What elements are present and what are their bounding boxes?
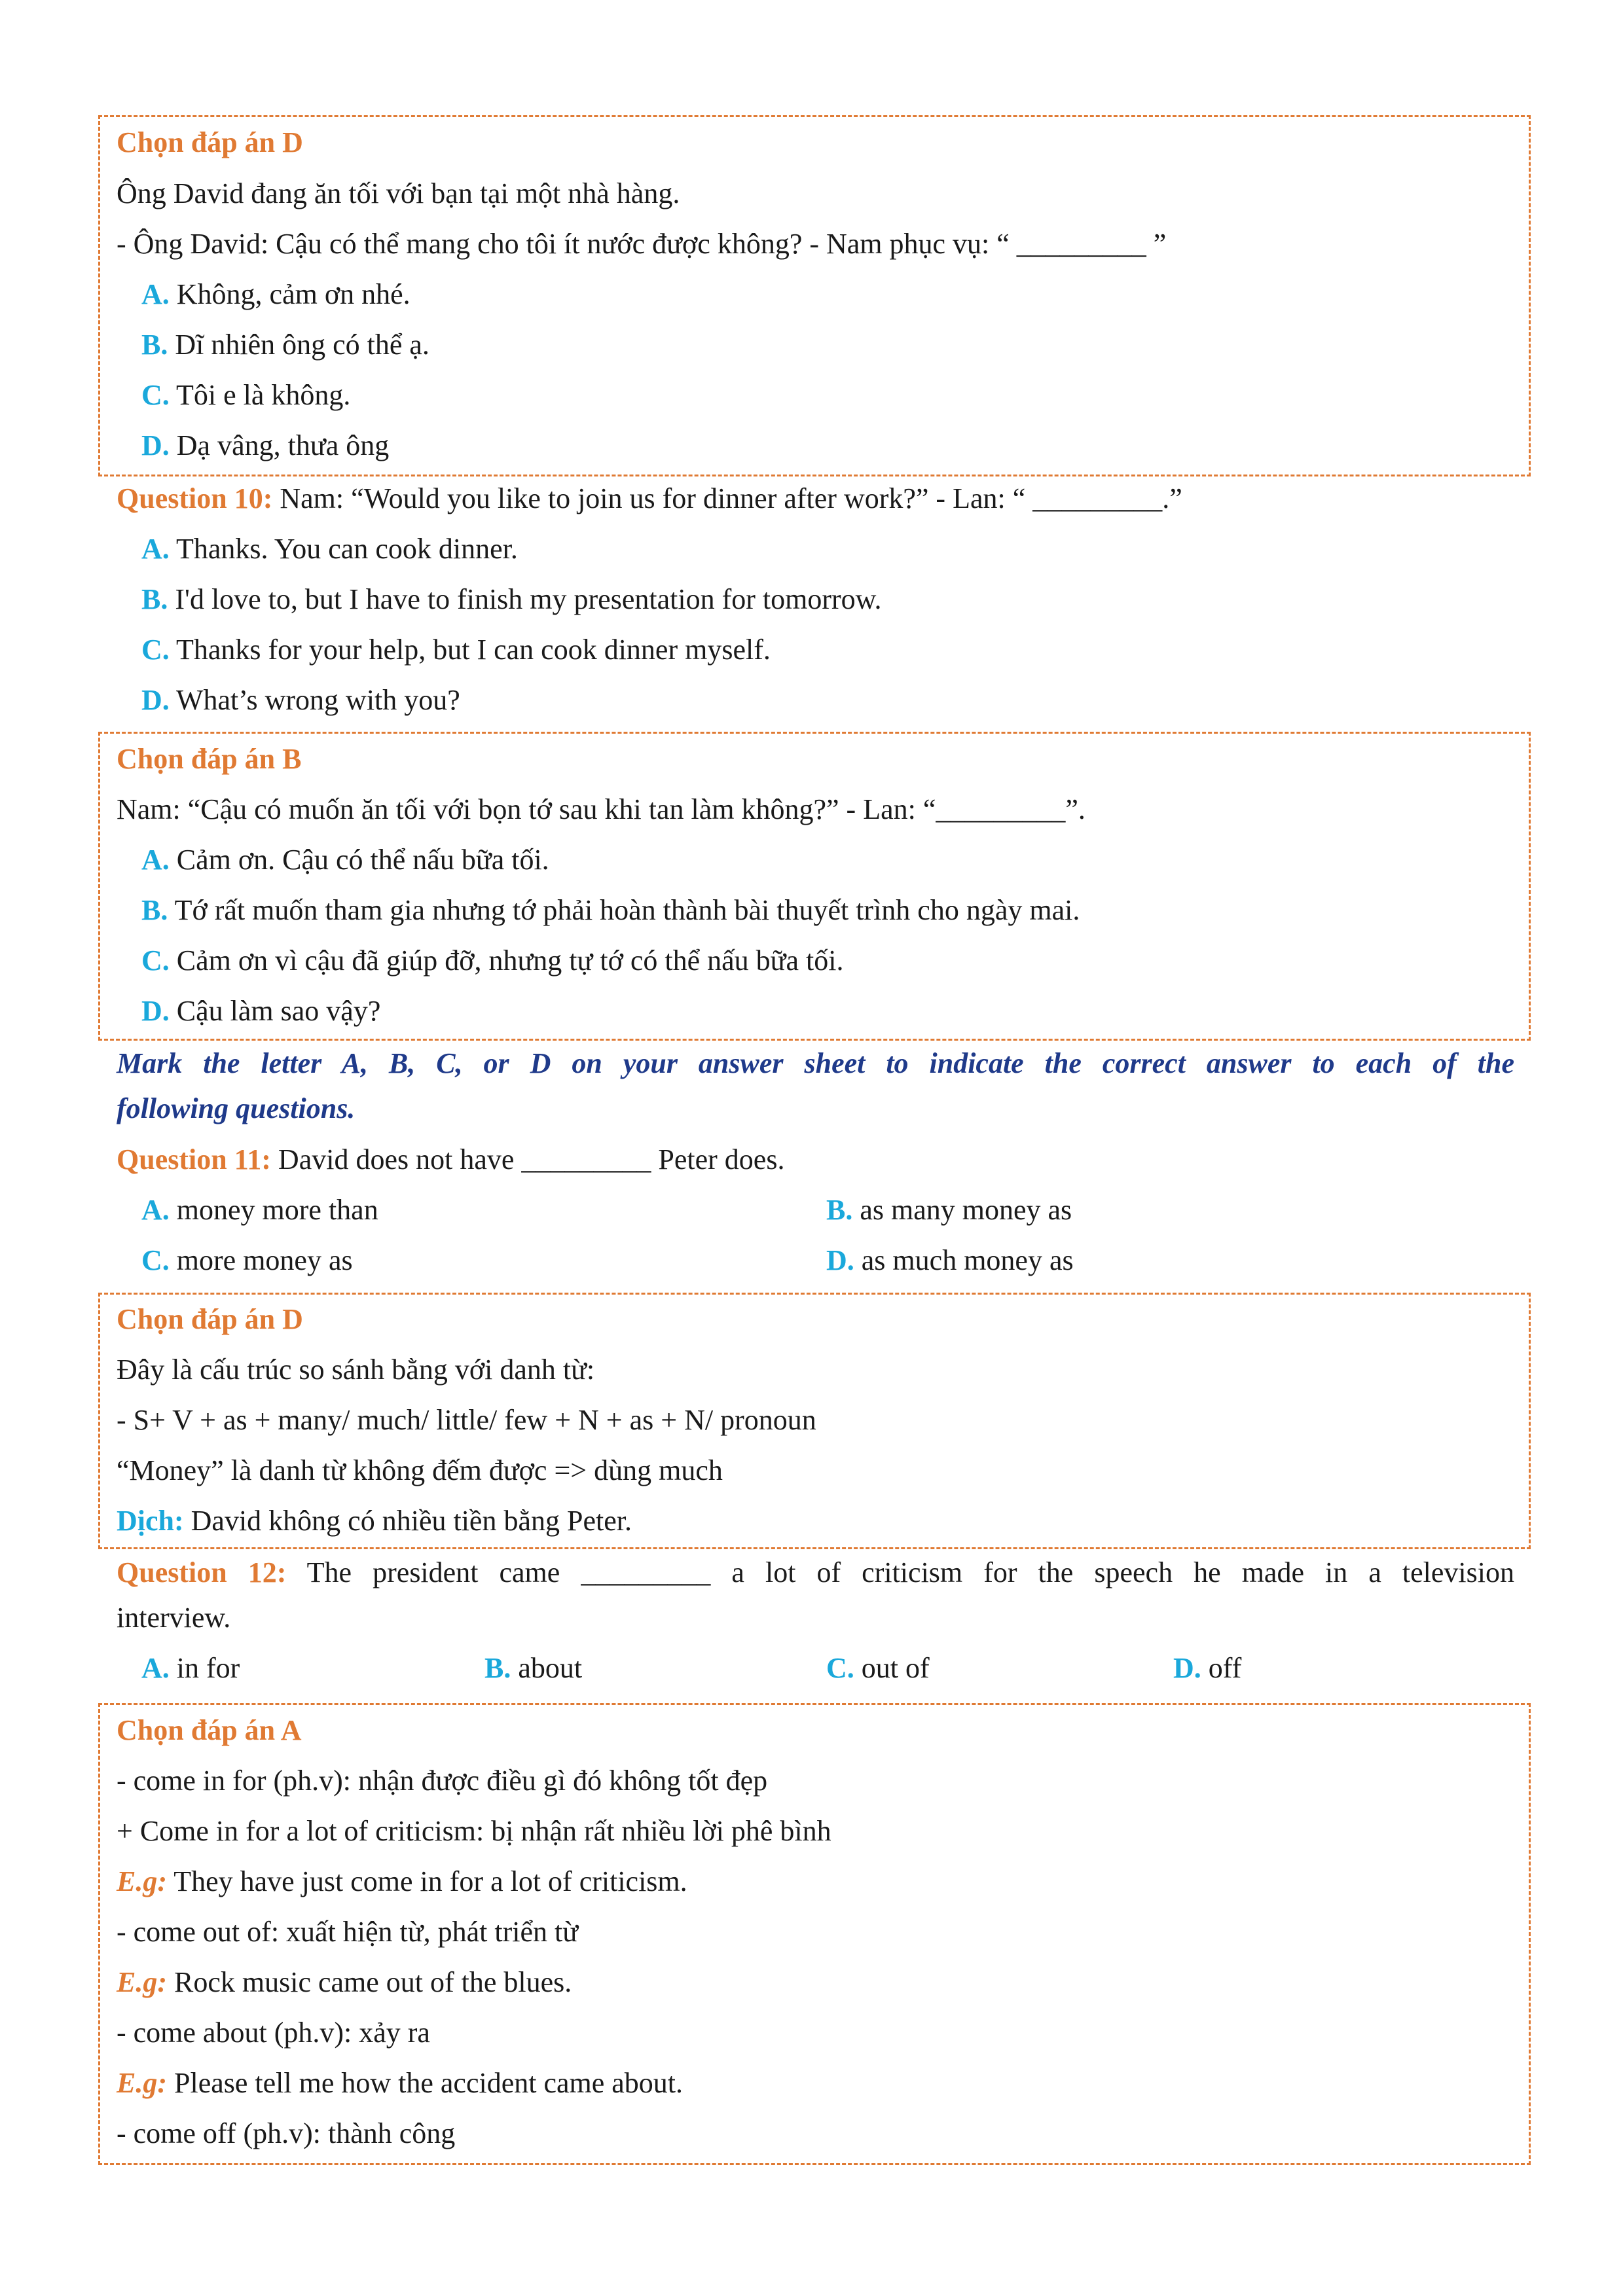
option-text: Không, cảm ơn nhé.: [176, 278, 410, 310]
answer-formula: - S+ V + as + many/ much/ little/ few + N + as + N/ pronoun: [117, 1404, 816, 1436]
option-c: [141, 381, 350, 410]
question-12: [117, 1558, 1514, 1587]
answer-definition: - come out of: xuất hiện từ, phát triển từ: [117, 1916, 579, 1948]
option-letter: B.: [141, 583, 168, 615]
option-letter: C.: [141, 944, 170, 977]
answer-heading: Chọn đáp án B: [117, 743, 302, 775]
question-text: The president came _________ a lot of criticism for the speech he made in a television: [306, 1556, 1514, 1588]
option-b: [141, 585, 882, 614]
answer-heading: Chọn đáp án A: [117, 1714, 302, 1746]
example-text: Rock music came out of the blues.: [174, 1966, 572, 1998]
option-b: [141, 331, 429, 359]
example: [117, 2069, 683, 2098]
answer-context: Ông David đang ăn tối với bạn tại một nhà hàng.: [117, 177, 680, 209]
instruction-line-1: Mark the letter A, B, C, or D on your answer sheet to indicate the correct answer to each of the: [117, 1047, 1514, 1079]
option-text: Dạ vâng, thưa ông: [176, 429, 390, 461]
option-text: Thanks. You can cook dinner.: [176, 533, 518, 565]
option-text: off: [1208, 1652, 1242, 1684]
option-letter: C.: [141, 379, 170, 411]
option-b: [826, 1196, 1072, 1225]
question-label: Question 12:: [117, 1556, 287, 1588]
option-a: [141, 1196, 378, 1225]
example: [117, 1867, 687, 1896]
answer-heading: Chọn đáp án D: [117, 1303, 303, 1335]
option-letter: D.: [141, 995, 170, 1027]
option-a: [141, 280, 410, 309]
option-letter: D.: [141, 429, 170, 461]
translation-label: Dịch:: [117, 1505, 184, 1537]
option-b: [141, 896, 1080, 925]
answer-definition: + Come in for a lot of criticism: bị nhận rất nhiều lời phê bình: [117, 1815, 831, 1847]
answer-note: “Money” là danh từ không đếm được => dùng much: [117, 1454, 723, 1486]
question-text: Nam: “Would you like to join us for dinner after work?” - Lan: “ _________.”: [280, 482, 1182, 514]
option-letter: A.: [141, 533, 170, 565]
example: [117, 1968, 572, 1997]
question-11: [117, 1145, 784, 1174]
option-a: [141, 1654, 240, 1683]
answer-definition: - come off (ph.v): thành công: [117, 2117, 456, 2149]
option-letter: A.: [141, 1652, 170, 1684]
option-letter: C.: [141, 634, 170, 666]
question-label: Question 10:: [117, 482, 273, 514]
option-text: Tôi e là không.: [176, 379, 351, 411]
option-c: [826, 1654, 930, 1683]
option-b: [484, 1654, 582, 1683]
option-letter: C.: [826, 1652, 854, 1684]
example-label: E.g:: [117, 2067, 167, 2099]
option-text: Thanks for your help, but I can cook dinner myself.: [176, 634, 771, 666]
question-label: Question 11:: [117, 1143, 271, 1175]
option-c: [141, 636, 771, 664]
option-text: Dĩ nhiên ông có thể ạ.: [175, 329, 429, 361]
option-letter: B.: [141, 329, 168, 361]
option-letter: A.: [141, 1194, 170, 1226]
option-c: [141, 946, 844, 975]
option-text: Cảm ơn vì cậu đã giúp đỡ, nhưng tự tớ có thể nấu bữa tối.: [176, 944, 844, 977]
option-text: about: [518, 1652, 583, 1684]
answer-heading: Chọn đáp án D: [117, 126, 303, 158]
question-12-continued: interview.: [117, 1602, 231, 1634]
option-d: [1173, 1654, 1241, 1683]
question-10: [117, 484, 1182, 513]
example-label: E.g:: [117, 1865, 167, 1897]
question-text: David does not have _________ Peter does.: [278, 1143, 785, 1175]
option-text: as much money as: [861, 1244, 1074, 1276]
option-letter: D.: [1173, 1652, 1201, 1684]
option-text: money more than: [176, 1194, 378, 1226]
option-letter: B.: [484, 1652, 511, 1684]
option-text: Tớ rất muốn tham gia nhưng tớ phải hoàn thành bài thuyết trình cho ngày mai.: [174, 894, 1080, 926]
option-letter: A.: [141, 844, 170, 876]
example-text: Please tell me how the accident came about.: [174, 2067, 684, 2099]
option-text: in for: [176, 1652, 240, 1684]
option-letter: B.: [826, 1194, 853, 1226]
example-label: E.g:: [117, 1966, 167, 1998]
option-text: Cậu làm sao vậy?: [176, 995, 381, 1027]
option-a: [141, 535, 518, 564]
option-letter: A.: [141, 278, 170, 310]
answer-definition: - come about (ph.v): xảy ra: [117, 2017, 430, 2049]
option-letter: D.: [141, 684, 170, 716]
answer-definition: - come in for (ph.v): nhận được điều gì đó không tốt đẹp: [117, 1765, 768, 1797]
answer-dialogue: - Ông David: Cậu có thể mang cho tôi ít nước được không? - Nam phục vụ: “ _________ ”: [117, 228, 1167, 260]
answer-translation: [117, 1507, 632, 1535]
option-text: out of: [861, 1652, 930, 1684]
option-d: [141, 431, 389, 460]
option-text: I'd love to, but I have to finish my presentation for tomorrow.: [175, 583, 882, 615]
instruction-line-2: following questions.: [117, 1092, 356, 1124]
option-d: [141, 997, 380, 1026]
option-d: [826, 1246, 1074, 1275]
answer-explanation: Đây là cấu trúc so sánh bằng với danh từ:: [117, 1354, 595, 1386]
option-letter: B.: [141, 894, 168, 926]
option-text: more money as: [176, 1244, 353, 1276]
option-text: What’s wrong with you?: [176, 684, 460, 716]
option-text: Cảm ơn. Cậu có thể nấu bữa tối.: [176, 844, 549, 876]
translation-text: David không có nhiều tiền bằng Peter.: [191, 1505, 632, 1537]
option-letter: C.: [141, 1244, 170, 1276]
option-letter: D.: [826, 1244, 854, 1276]
option-a: [141, 846, 549, 874]
option-d: [141, 686, 460, 715]
option-c: [141, 1246, 353, 1275]
answer-dialogue: Nam: “Cậu có muốn ăn tối với bọn tớ sau khi tan làm không?” - Lan: “_________”.: [117, 793, 1085, 825]
option-text: as many money as: [860, 1194, 1072, 1226]
example-text: They have just come in for a lot of criticism.: [173, 1865, 687, 1897]
